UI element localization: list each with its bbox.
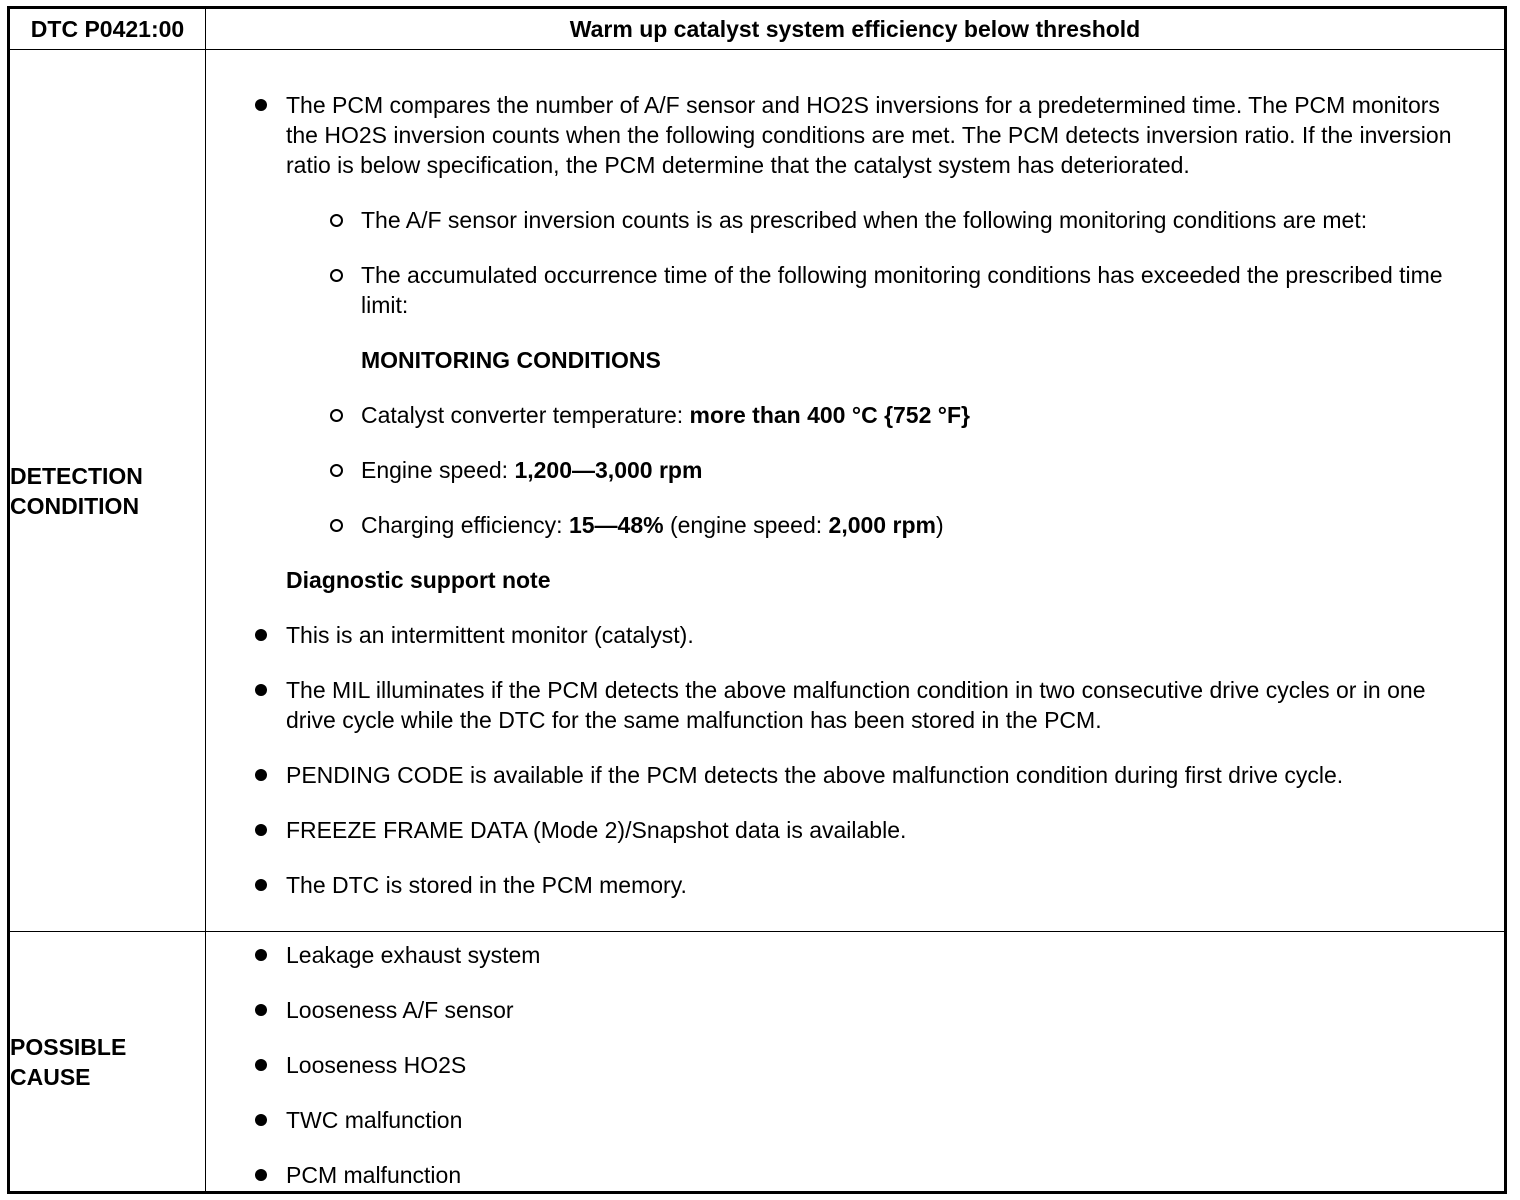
note-item: The DTC is stored in the PCM memory. [206, 870, 1504, 900]
note-item: This is an intermittent monitor (catalyst). [206, 620, 1504, 650]
detection-intro: The PCM compares the number of A/F sensor and HO2S inversions for a predetermined time. The PCM monitors the HO2S inversion counts when the following conditions are met. The PCM detects inversion ratio. If the inversion ratio is below specification, the PCM determine that the catalyst system has deteriorated. [206, 90, 1504, 180]
detection-label-line1: DETECTION [10, 462, 143, 489]
condition-engine-speed [206, 455, 1504, 485]
possible-cause-label [9, 932, 206, 1193]
diagnostic-note-heading: Diagnostic support note [286, 567, 551, 593]
condition-charging-rpm: 2,000 rpm [828, 512, 936, 538]
detection-sub-accumulated: The accumulated occurrence time of the following monitoring conditions has exceeded the prescribed time limit: [206, 260, 1504, 320]
detection-row [9, 50, 1506, 932]
cause-item: Leakage exhaust system [206, 940, 1504, 970]
condition-engine-speed-value: 1,200—3,000 rpm [514, 457, 703, 483]
condition-charging [206, 510, 1504, 540]
detection-label [9, 50, 206, 932]
note-item: The MIL illuminates if the PCM detects the above malfunction condition in two consecutive drive cycles or in one drive cycle while the DTC for the same malfunction has been stored in the PCM. [206, 675, 1504, 735]
note-item: PENDING CODE is available if the PCM detects the above malfunction condition during first drive cycle. [206, 760, 1504, 790]
possible-cause-body [206, 932, 1506, 1193]
condition-engine-speed-label: Engine speed: [361, 457, 515, 483]
possible-cause-label-line2: CAUSE [10, 1063, 91, 1090]
dtc-code: DTC P0421:00 [9, 8, 206, 50]
header-row [9, 8, 1506, 50]
condition-charging-end: ) [935, 512, 944, 538]
cause-item: TWC malfunction [206, 1105, 1504, 1135]
cause-item: PCM malfunction [206, 1160, 1504, 1190]
condition-temperature-value: more than 400 °C {752 °F} [689, 402, 970, 428]
condition-temperature-label: Catalyst converter temperature: [361, 402, 690, 428]
possible-cause-label-line1: POSSIBLE [10, 1033, 127, 1060]
condition-charging-label: Charging efficiency: [361, 512, 569, 538]
note-item: FREEZE FRAME DATA (Mode 2)/Snapshot data is available. [206, 815, 1504, 845]
dtc-table [7, 6, 1507, 1194]
dtc-title: Warm up catalyst system efficiency below threshold [206, 8, 1506, 50]
condition-charging-mid: (engine speed: [663, 512, 829, 538]
detection-body [206, 50, 1506, 932]
monitoring-heading: MONITORING CONDITIONS [361, 347, 661, 373]
detection-label-line2: CONDITION [10, 492, 140, 519]
possible-cause-row [9, 932, 1506, 1193]
cause-item: Looseness A/F sensor [206, 995, 1504, 1025]
cause-item: Looseness HO2S [206, 1050, 1504, 1080]
condition-temperature [206, 400, 1504, 430]
detection-sub-inversion: The A/F sensor inversion counts is as prescribed when the following monitoring conditions are met: [206, 205, 1504, 235]
condition-charging-value: 15—48% [568, 512, 664, 538]
